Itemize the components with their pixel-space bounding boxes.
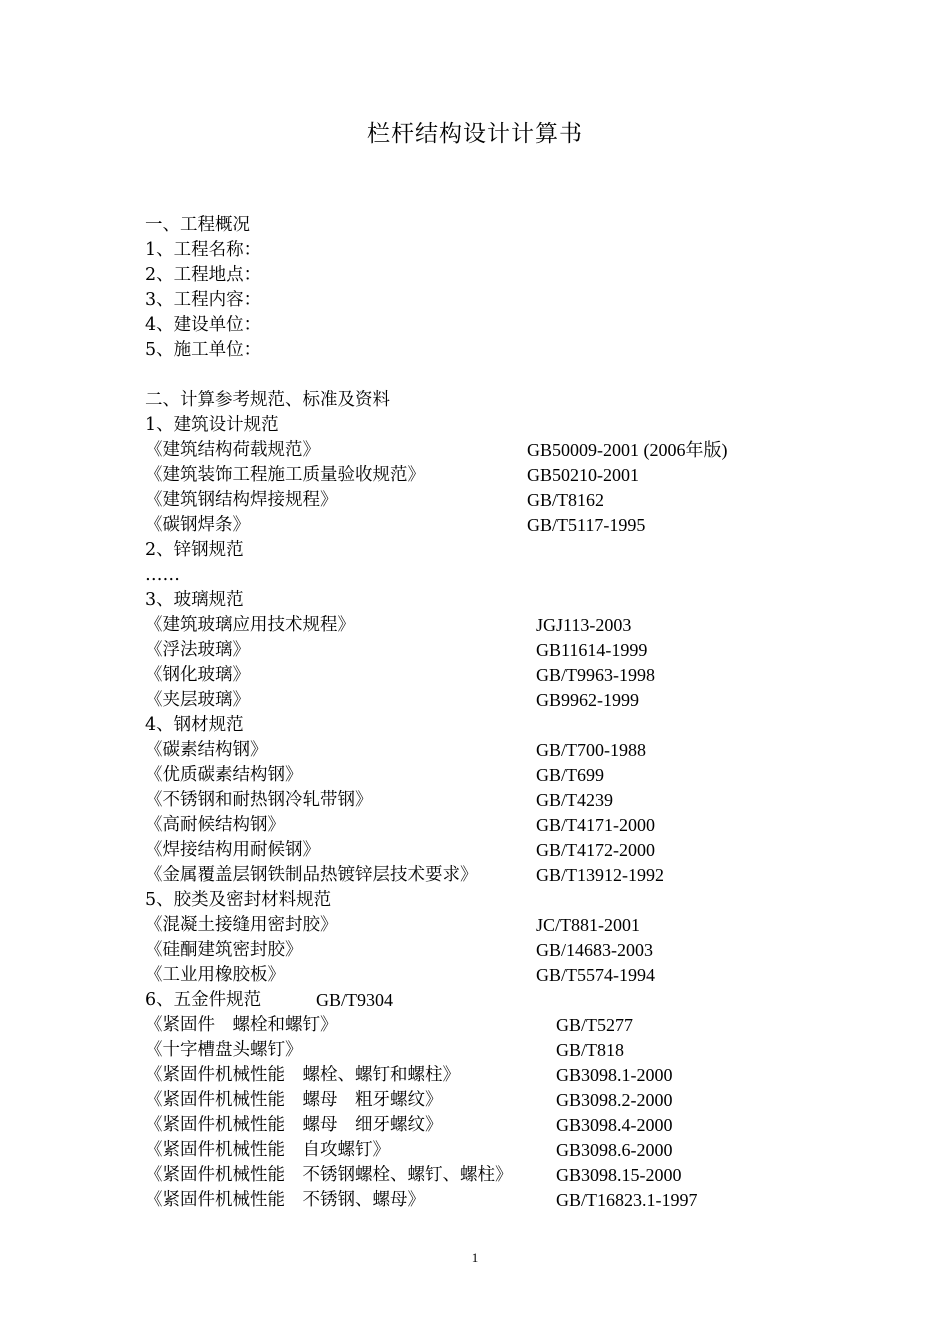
standard-name: 《紧固件机械性能 自攻螺钉》	[145, 1140, 390, 1160]
standard-code: GB3098.15-2000	[556, 1165, 682, 1185]
project-content-field: 3、工程内容：	[145, 290, 262, 310]
standard-code: GB/T16823.1-1997	[556, 1190, 698, 1210]
standard-name: 《碳素结构钢》	[145, 740, 268, 760]
standard-code: GB3098.6-2000	[556, 1140, 673, 1160]
project-location-field: 2、工程地点：	[145, 265, 262, 285]
standard-name: 《高耐候结构钢》	[145, 815, 285, 835]
standard-name: 《碳钢焊条》	[145, 515, 250, 535]
standard-name: 《焊接结构用耐候钢》	[145, 840, 320, 860]
standard-name: 《紧固件机械性能 螺母 细牙螺纹》	[145, 1115, 443, 1135]
group-heading: 3、玻璃规范	[145, 590, 244, 610]
standard-name: 《紧固件机械性能 螺母 粗牙螺纹》	[145, 1090, 443, 1110]
standard-code: GB/T4239	[536, 790, 614, 810]
standard-name: 《优质碳素结构钢》	[145, 765, 303, 785]
group-heading: 2、锌钢规范	[145, 540, 244, 560]
standard-name: 《硅酮建筑密封胶》	[145, 940, 303, 960]
standard-code: GB/T9963-1998	[536, 665, 655, 685]
standard-code: GB3098.2-2000	[556, 1090, 673, 1110]
group-heading: 5、胶类及密封材料规范	[145, 890, 332, 910]
group-heading: 4、钢材规范	[145, 715, 244, 735]
standard-name: 《紧固件 螺栓和螺钉》	[145, 1015, 338, 1035]
standard-code: GB/T700-1988	[536, 740, 646, 760]
standard-name: 《不锈钢和耐热钢冷轧带钢》	[145, 790, 373, 810]
standard-code: GB/T818	[556, 1040, 625, 1060]
project-name-field: 1、工程名称：	[145, 240, 262, 260]
standard-code: GB/T5277	[556, 1015, 634, 1035]
standard-name: 《混凝土接缝用密封胶》	[145, 915, 338, 935]
standard-name: 《建筑钢结构焊接规程》	[145, 490, 338, 510]
standard-name: 《浮法玻璃》	[145, 640, 250, 660]
standard-code: GB3098.1-2000	[556, 1065, 673, 1085]
standard-code: GB/T4172-2000	[536, 840, 655, 860]
standard-code: GB3098.4-2000	[556, 1115, 673, 1135]
standard-name: 《十字槽盘头螺钉》	[145, 1040, 303, 1060]
standard-code: GB/T5117-1995	[527, 515, 646, 535]
ellipsis-text: ……	[145, 565, 180, 585]
standard-code: GB/T5574-1994	[536, 965, 655, 985]
standard-code: JC/T881-2001	[536, 915, 641, 935]
standard-code: GB/T13912-1992	[536, 865, 664, 885]
page-number: 1	[471, 1250, 479, 1265]
standard-name: 《紧固件机械性能 不锈钢螺栓、螺钉、螺柱》	[145, 1165, 513, 1185]
standard-code: GB/T8162	[527, 490, 605, 510]
standard-code: GB50210-2001	[527, 465, 639, 485]
document-title: 栏杆结构设计计算书	[367, 121, 583, 147]
group-heading: 6、五金件规范	[145, 990, 262, 1010]
group-heading-code: GB/T9304	[316, 990, 394, 1010]
standard-name: 《建筑结构荷载规范》	[145, 440, 320, 460]
standard-code: JGJ113-2003	[536, 615, 632, 635]
group-heading: 1、建筑设计规范	[145, 415, 279, 435]
standard-name: 《工业用橡胶板》	[145, 965, 285, 985]
standard-code: GB50009-2001 (2006年版)	[527, 440, 728, 460]
standard-name: 《建筑装饰工程施工质量验收规范》	[145, 465, 425, 485]
standard-code: GB/T699	[536, 765, 605, 785]
section-heading: 二、计算参考规范、标准及资料	[145, 390, 390, 410]
standard-name: 《紧固件机械性能 不锈钢、螺母》	[145, 1190, 425, 1210]
contractor-field: 5、施工单位：	[145, 340, 262, 360]
standard-code: GB9962-1999	[536, 690, 639, 710]
standard-code: GB/14683-2003	[536, 940, 653, 960]
standard-name: 《金属覆盖层钢铁制品热镀锌层技术要求》	[145, 865, 478, 885]
standard-name: 《建筑玻璃应用技术规程》	[145, 615, 355, 635]
owner-field: 4、建设单位：	[145, 315, 262, 335]
section-heading: 一、工程概况	[145, 215, 250, 235]
standard-code: GB11614-1999	[536, 640, 648, 660]
standard-name: 《钢化玻璃》	[145, 665, 250, 685]
standard-name: 《夹层玻璃》	[145, 690, 250, 710]
standard-code: GB/T4171-2000	[536, 815, 655, 835]
standard-name: 《紧固件机械性能 螺栓、螺钉和螺柱》	[145, 1065, 460, 1085]
